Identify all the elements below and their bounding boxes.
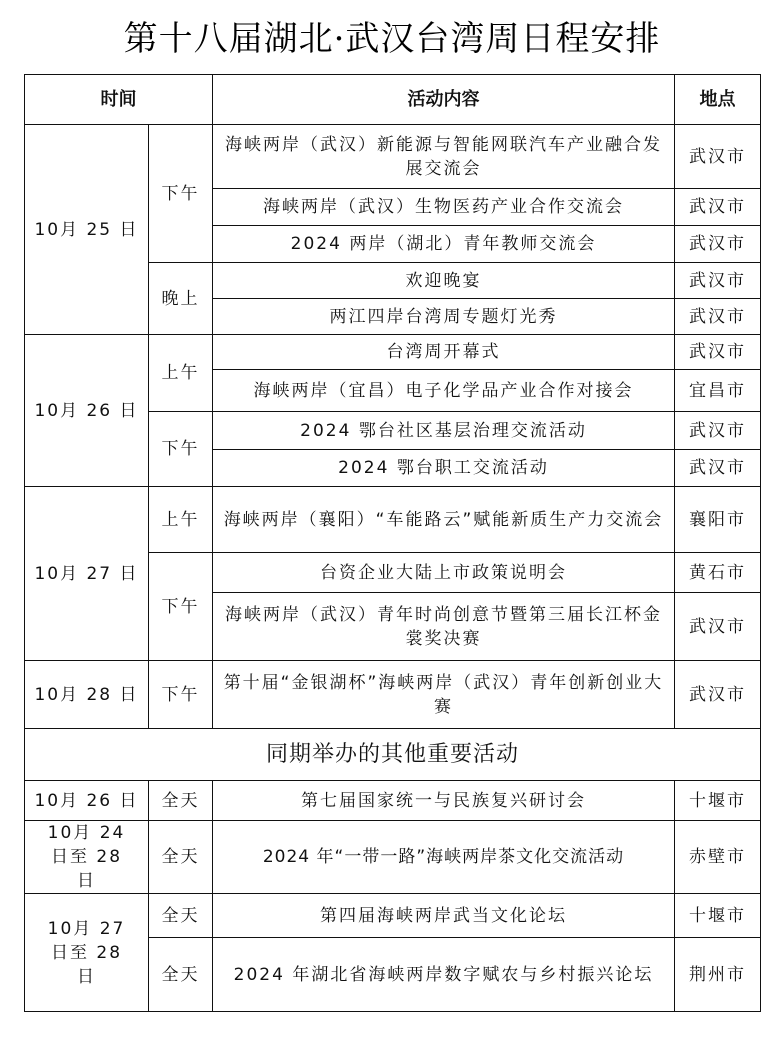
period-cell: 晚上 <box>149 263 213 335</box>
location-cell: 荆州市 <box>675 938 761 1012</box>
period-cell: 全天 <box>149 781 213 821</box>
table-row <box>25 661 761 729</box>
date-cell: 10月 27 日 <box>25 487 149 661</box>
period-cell: 下午 <box>149 412 213 487</box>
date-cell: 10月 25 日 <box>25 125 149 335</box>
location-cell: 黄石市 <box>675 553 761 593</box>
location-cell: 武汉市 <box>675 412 761 450</box>
activity-cell: 2024 年湖北省海峡两岸数字赋农与乡村振兴论坛 <box>213 938 675 1012</box>
activity-cell: 2024 年“一带一路”海峡两岸茶文化交流活动 <box>213 821 675 894</box>
activity-cell: 台资企业大陆上市政策说明会 <box>213 553 675 593</box>
activity-cell: 欢迎晚宴 <box>213 263 675 299</box>
period-cell: 上午 <box>149 335 213 412</box>
section-row <box>25 729 761 781</box>
activity-cell: 2024 鄂台职工交流活动 <box>213 450 675 487</box>
date-cell: 10月 26 日 <box>25 335 149 487</box>
activity-cell: 第四届海峡两岸武当文化论坛 <box>213 894 675 938</box>
activity-cell: 两江四岸台湾周专题灯光秀 <box>213 299 675 335</box>
location-cell: 宜昌市 <box>675 370 761 412</box>
header-time: 时间 <box>25 75 213 125</box>
date-cell: 10月 27 日至 28 日 <box>25 894 149 1012</box>
date-cell: 10月 24 日至 28 日 <box>25 821 149 894</box>
period-cell: 上午 <box>149 487 213 553</box>
period-cell: 全天 <box>149 894 213 938</box>
location-cell: 武汉市 <box>675 593 761 661</box>
activity-cell: 海峡两岸（襄阳）“车能路云”赋能新质生产力交流会 <box>213 487 675 553</box>
date-cell: 10月 28 日 <box>25 661 149 729</box>
activity-cell: 台湾周开幕式 <box>213 335 675 370</box>
table-row <box>25 821 761 894</box>
location-cell: 武汉市 <box>675 299 761 335</box>
table-row <box>25 894 761 938</box>
location-cell: 武汉市 <box>675 189 761 226</box>
schedule-table <box>24 74 761 1012</box>
period-cell: 全天 <box>149 938 213 1012</box>
location-cell: 武汉市 <box>675 125 761 189</box>
activity-cell: 2024 两岸（湖北）青年教师交流会 <box>213 226 675 263</box>
activity-cell: 海峡两岸（武汉）新能源与智能网联汽车产业融合发展交流会 <box>213 125 675 189</box>
period-cell: 下午 <box>149 553 213 661</box>
header-location: 地点 <box>675 75 761 125</box>
location-cell: 武汉市 <box>675 263 761 299</box>
location-cell: 十堰市 <box>675 894 761 938</box>
activity-cell: 海峡两岸（宜昌）电子化学品产业合作对接会 <box>213 370 675 412</box>
table-row <box>25 335 761 370</box>
location-cell: 十堰市 <box>675 781 761 821</box>
date-cell: 10月 26 日 <box>25 781 149 821</box>
table-row <box>25 781 761 821</box>
location-cell: 武汉市 <box>675 226 761 263</box>
activity-cell: 第十届“金银湖杯”海峡两岸（武汉）青年创新创业大赛 <box>213 661 675 729</box>
location-cell: 赤壁市 <box>675 821 761 894</box>
activity-cell: 海峡两岸（武汉）青年时尚创意节暨第三届长江杯金裳奖决赛 <box>213 593 675 661</box>
location-cell: 武汉市 <box>675 661 761 729</box>
location-cell: 武汉市 <box>675 335 761 370</box>
activity-cell: 2024 鄂台社区基层治理交流活动 <box>213 412 675 450</box>
page-title: 第十八届湖北·武汉台湾周日程安排 <box>123 19 661 59</box>
period-cell: 全天 <box>149 821 213 894</box>
table-row <box>25 125 761 189</box>
section-title: 同期举办的其他重要活动 <box>25 729 761 781</box>
header-row <box>25 75 761 125</box>
table-row <box>25 487 761 553</box>
location-cell: 襄阳市 <box>675 487 761 553</box>
period-cell: 下午 <box>149 125 213 263</box>
activity-cell: 海峡两岸（武汉）生物医药产业合作交流会 <box>213 189 675 226</box>
period-cell: 下午 <box>149 661 213 729</box>
location-cell: 武汉市 <box>675 450 761 487</box>
activity-cell: 第七届国家统一与民族复兴研讨会 <box>213 781 675 821</box>
header-content: 活动内容 <box>213 75 675 125</box>
